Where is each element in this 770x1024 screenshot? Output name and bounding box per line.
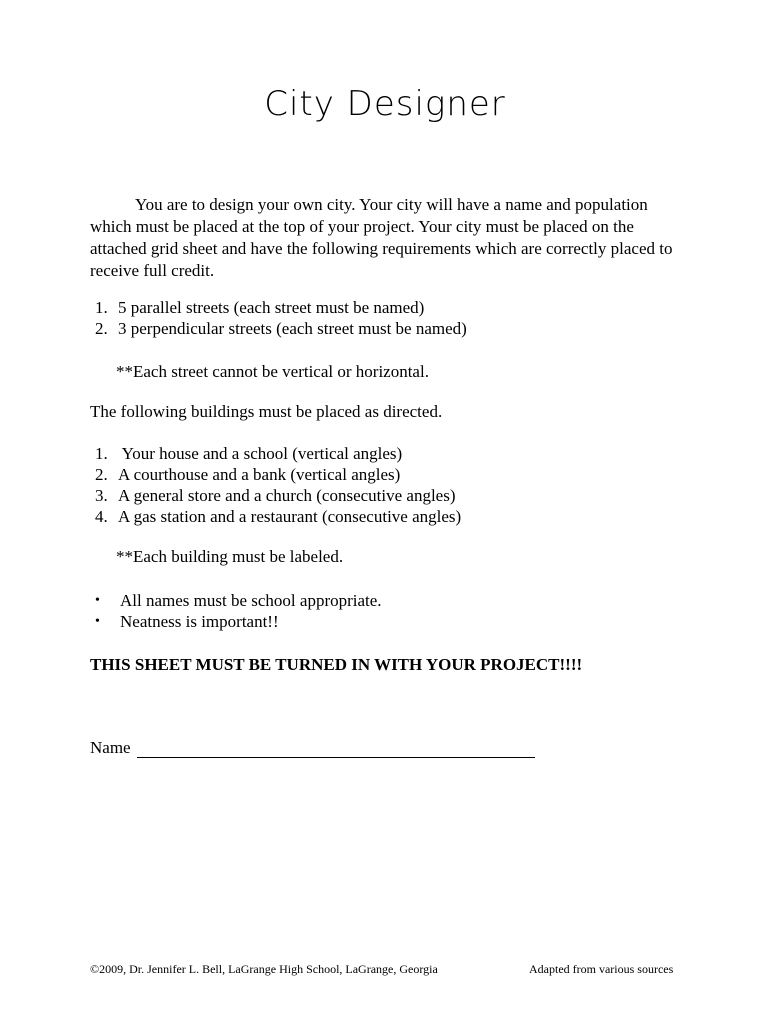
building-note: **Each building must be labeled. (116, 547, 344, 566)
list-text: Neatness is important!! (120, 612, 279, 631)
list-number: 4. (95, 507, 108, 526)
list-text: A general store and a church (consecutive angles) (118, 486, 456, 505)
name-field[interactable] (137, 739, 535, 758)
intro-paragraph (90, 194, 690, 282)
list-number: 2. (95, 319, 108, 338)
list-number: 1. (95, 298, 108, 317)
bullet-icon: • (95, 614, 100, 629)
name-row (90, 738, 535, 758)
list-number: 2. (95, 465, 108, 484)
page-title: City Designer (264, 84, 506, 124)
streets-list (95, 297, 467, 339)
list-text: A gas station and a restaurant (consecutive angles) (118, 507, 462, 526)
list-text: 3 perpendicular streets (each street must be named) (118, 319, 467, 338)
bullet-icon: • (95, 593, 100, 608)
street-note: **Each street cannot be vertical or horizontal. (116, 362, 429, 381)
list-text: 5 parallel streets (each street must be named) (118, 298, 425, 317)
list-text: Your house and a school (vertical angles) (118, 444, 403, 463)
list-text: A courthouse and a bank (vertical angles) (118, 465, 401, 484)
list-number: 3. (95, 486, 108, 505)
turn-in-warning: THIS SHEET MUST BE TURNED IN WITH YOUR PROJECT!!!! (90, 655, 583, 674)
name-label: Name (90, 738, 131, 757)
list-item (95, 506, 461, 527)
list-item (95, 443, 461, 464)
intro-text: You are to design your own city. Your city will have a name and population which must be placed at the top of your project. Your city must be placed on the attached grid sheet and have the following requirements which are correctly placed to receive full credit. (90, 195, 673, 280)
list-item (95, 297, 467, 318)
rules-list (95, 590, 382, 632)
list-item (95, 590, 382, 611)
list-number: 1. (95, 444, 108, 463)
list-text: All names must be school appropriate. (120, 591, 382, 610)
list-item (95, 464, 461, 485)
buildings-list (95, 443, 461, 527)
footer-source: Adapted from various sources (529, 962, 674, 976)
footer-copyright: ©2009, Dr. Jennifer L. Bell, LaGrange High School, LaGrange, Georgia (90, 962, 438, 976)
list-item (95, 318, 467, 339)
list-item (95, 611, 382, 632)
list-item (95, 485, 461, 506)
buildings-intro: The following buildings must be placed as directed. (90, 402, 443, 421)
